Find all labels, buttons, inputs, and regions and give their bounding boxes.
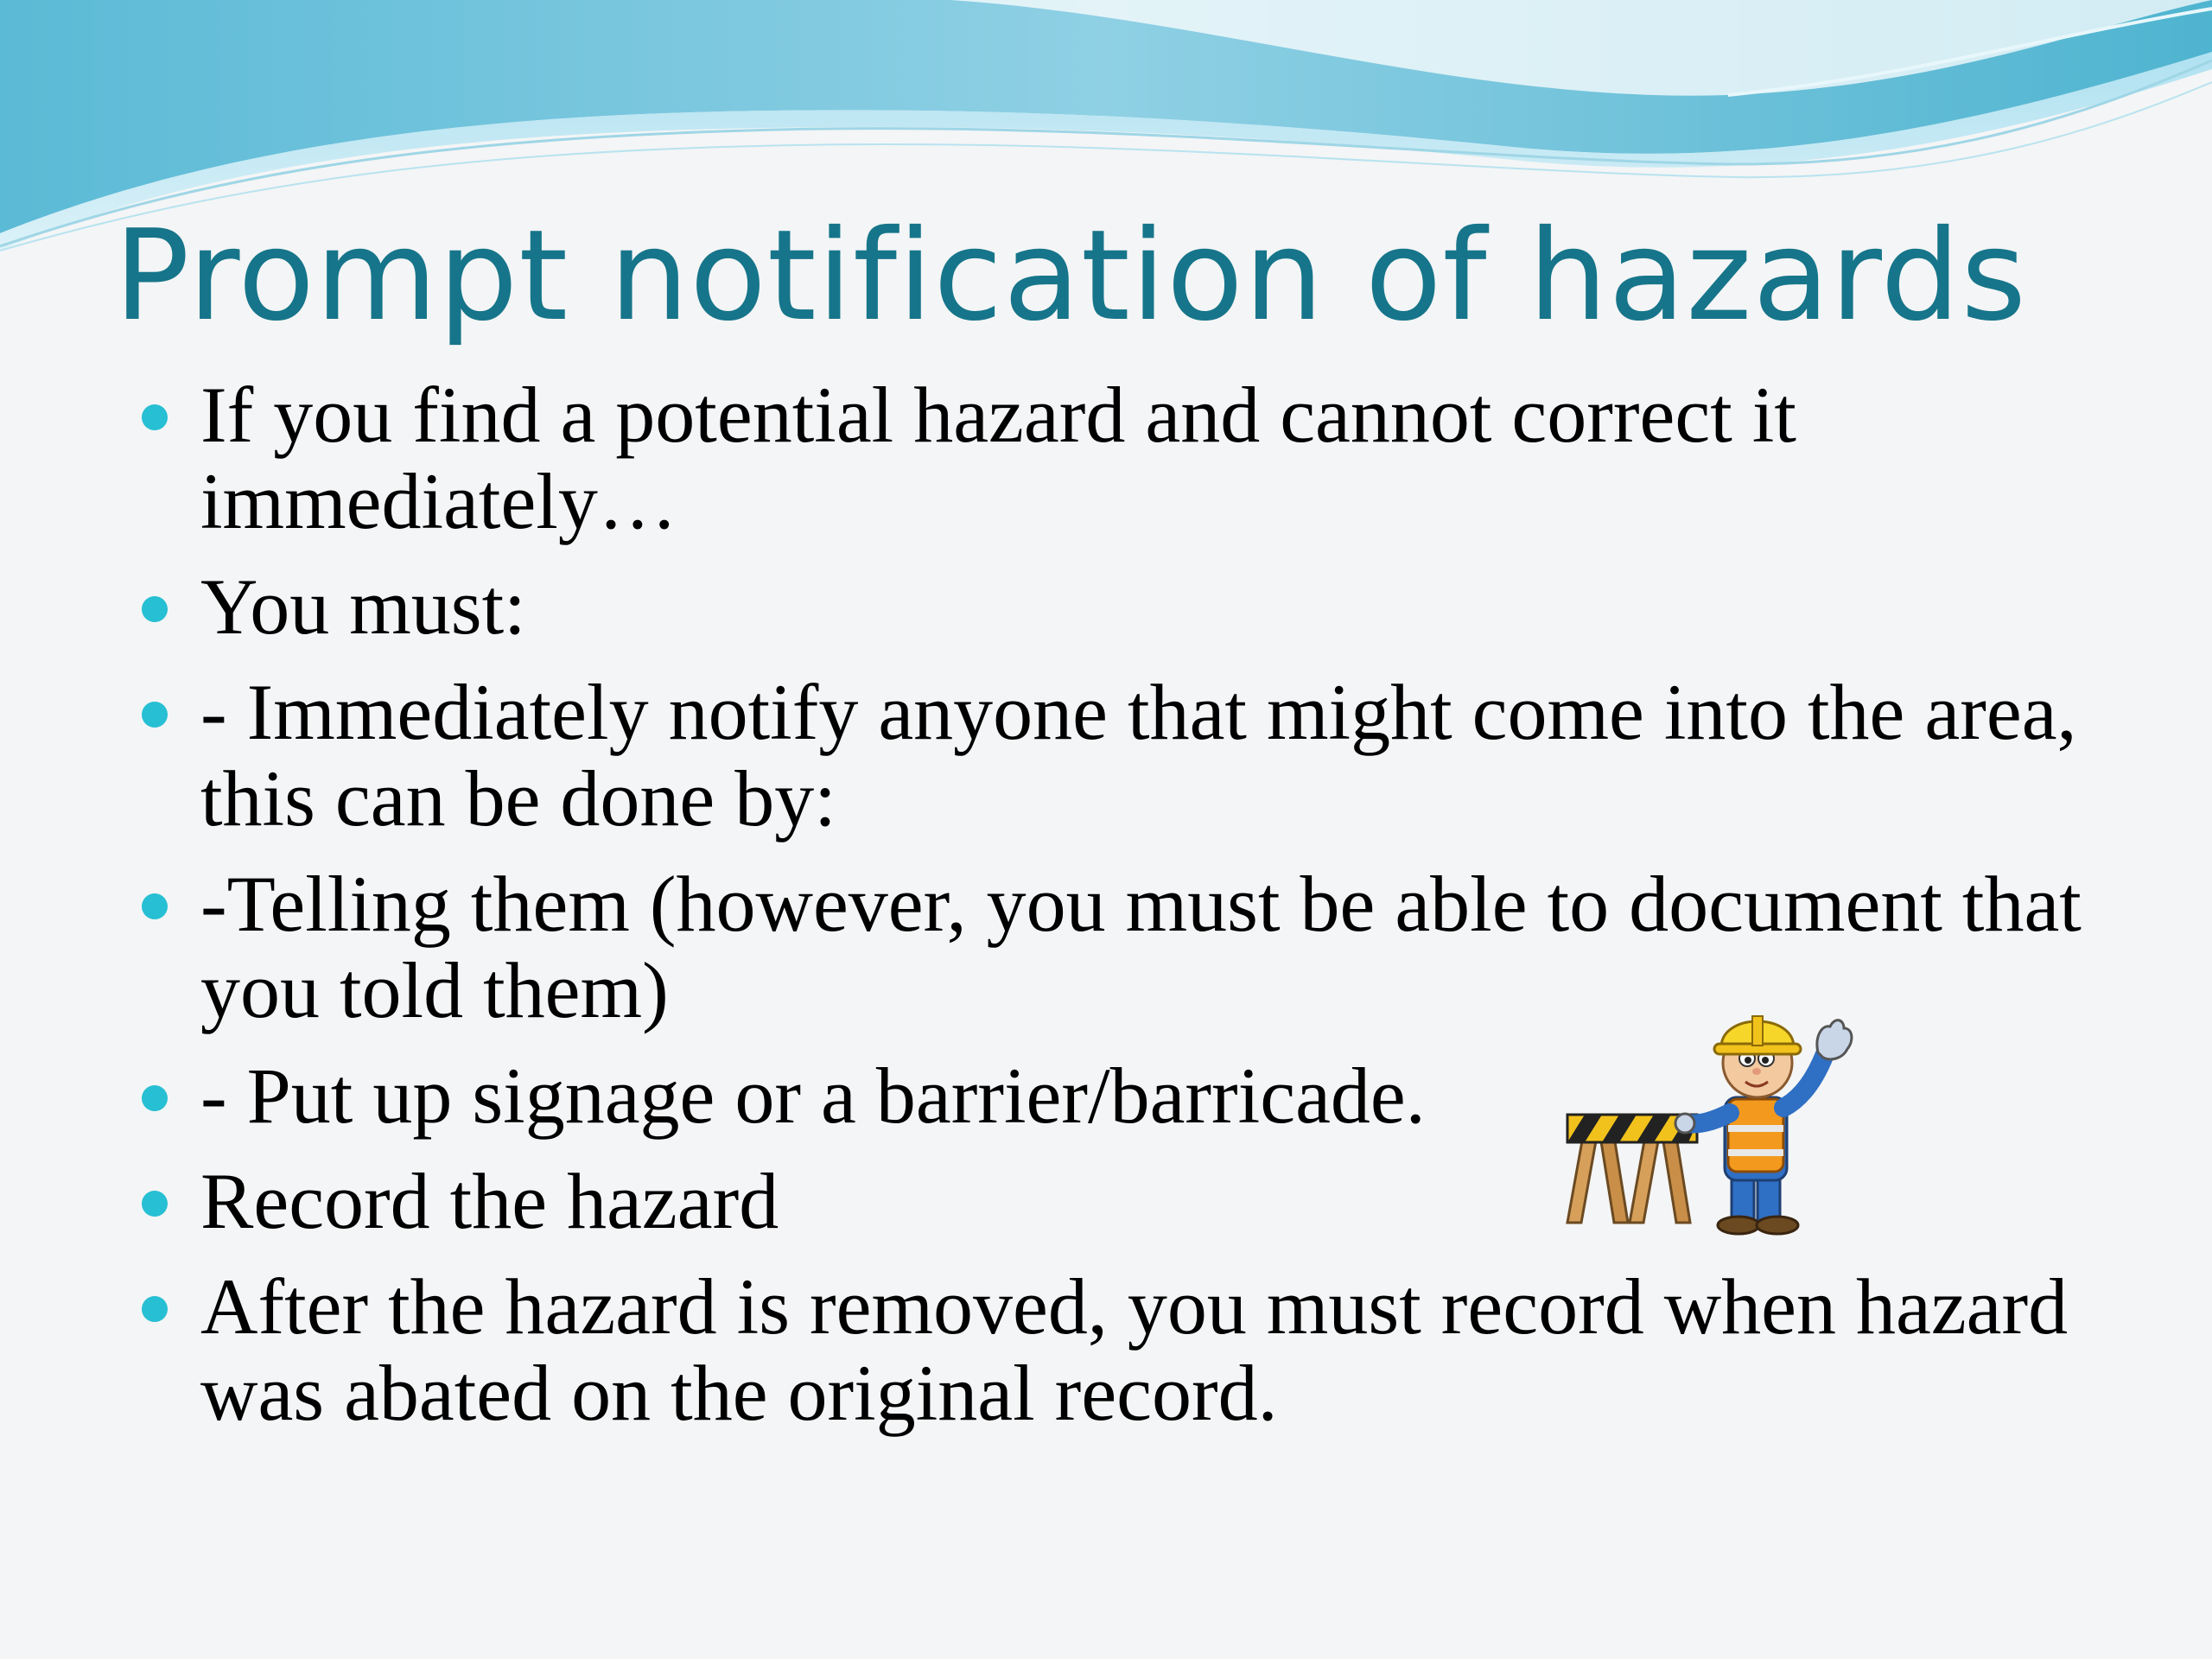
bullet-dot-icon — [142, 596, 168, 622]
bullet-text: You must: — [200, 563, 526, 651]
bullet-dot-icon — [142, 1085, 168, 1111]
bullet-item — [130, 669, 2117, 842]
bullet-dot-icon — [142, 702, 168, 728]
bullet-text: -Telling them (however, you must be able to document that you told them) — [200, 860, 2082, 1034]
bullet-text: - Immediately notify anyone that might come into the area, this can be done by: — [200, 668, 2077, 842]
slide-title: Prompt notification of hazards — [114, 203, 2027, 349]
bullet-text: If you find a potential hazard and cannot correct it immediately… — [200, 371, 1796, 545]
bullet-dot-icon — [142, 893, 168, 919]
bullet-dot-icon — [142, 1191, 168, 1217]
bullet-text: After the hazard is removed, you must record when hazard was abated on the original record. — [200, 1262, 2069, 1437]
construction-worker-with-barricade-icon — [1566, 976, 1859, 1240]
bullet-item — [130, 1263, 2117, 1436]
bullet-text: - Put up signage or a barrier/barricade. — [200, 1052, 1426, 1140]
bullet-item — [130, 372, 2117, 544]
bullet-text: Record the hazard — [200, 1157, 779, 1245]
bullet-dot-icon — [142, 1296, 168, 1322]
bullet-list — [130, 372, 2117, 1455]
bullet-dot-icon — [142, 404, 168, 430]
bullet-item — [130, 563, 2117, 650]
